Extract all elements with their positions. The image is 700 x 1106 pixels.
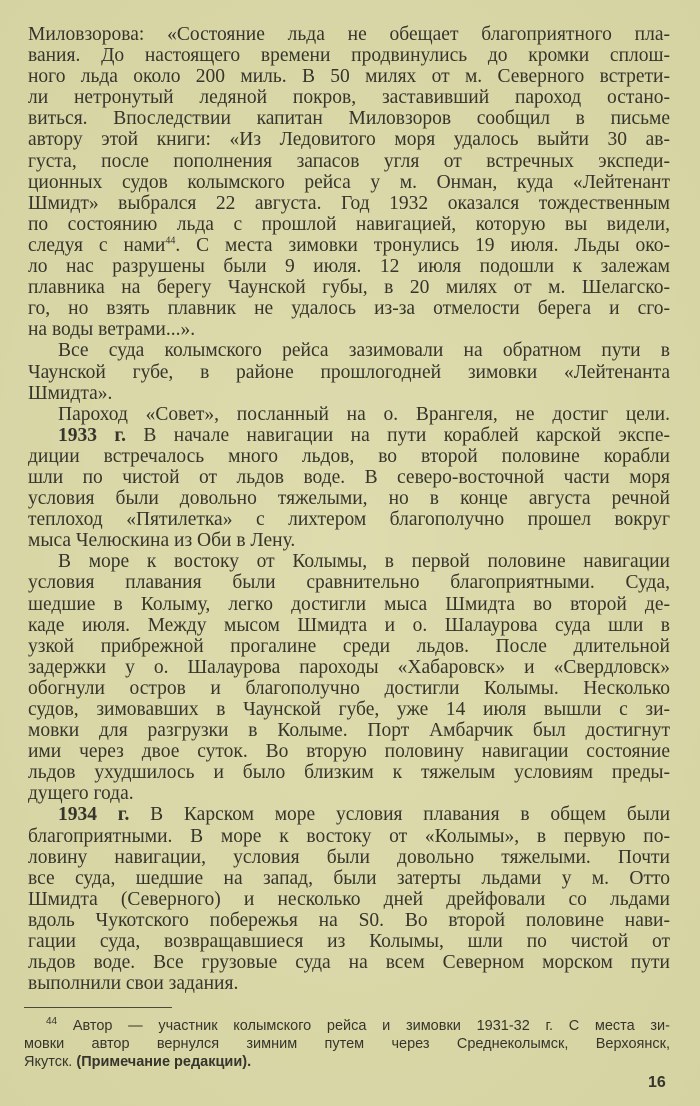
text-line <box>28 847 670 868</box>
line-text: узкой прибрежной прогалине среди льдов. После длительной <box>28 635 670 657</box>
text-line <box>28 87 670 108</box>
line-text: Шмидта (Северного) и несколько дней дрейфовали со льдами <box>28 888 670 910</box>
text-line <box>28 826 670 847</box>
text-line <box>28 129 670 150</box>
text-line <box>28 868 670 889</box>
text-line <box>28 298 670 319</box>
text-line <box>28 741 670 762</box>
line-text: Шмидта». <box>28 382 113 404</box>
line-text: льдов ухудшилось и было близким к тяжелым условиям преды- <box>28 762 670 784</box>
line-text: дущего года. <box>28 783 134 805</box>
text-line <box>28 889 670 910</box>
line-text: все суда, шедшие на запад, были затерты льдами у м. Отто <box>28 867 670 889</box>
line-text: В Карском море условия плавания в общем были <box>129 804 671 826</box>
text-line <box>28 594 670 615</box>
line-text: благоприятными. В море к востоку от «Колымы», в первую по- <box>28 825 670 847</box>
line-text: В море к востоку от Колымы, в первой половине навигации <box>58 551 670 573</box>
footnote-mark: 44 <box>46 1016 58 1028</box>
line-text: вдоль Чукотского побережья на S0. Во второй половине нави- <box>28 909 670 931</box>
paragraph <box>28 804 670 994</box>
line-text: каде июля. Между мысом Шмидта и о. Шалаурова суда шли в <box>28 614 670 636</box>
year-heading: 1933 г. <box>58 424 126 446</box>
paragraph <box>28 24 670 340</box>
text-line <box>28 151 670 172</box>
text-line <box>28 467 670 488</box>
text-line <box>28 488 670 509</box>
line-text: ими через двое суток. Во вторую половину навигации состояние <box>28 741 670 763</box>
text-line <box>28 256 670 277</box>
footnote-line <box>24 1053 670 1071</box>
footnote-line <box>24 1017 670 1035</box>
line-text: Все суда колымского рейса зазимовали на обратном пути в <box>58 340 670 362</box>
text-line <box>28 615 670 636</box>
line-text: ли нетронутый ледяной покров, заставивший пароход остано- <box>28 87 670 109</box>
line-text: Шмидт» выбрался 22 августа. Год 1932 оказался тождественным <box>28 192 670 214</box>
line-text: мыса Челюскина из Оби в Лену. <box>28 530 296 552</box>
page-number: 16 <box>648 1074 666 1091</box>
text-line <box>28 214 670 235</box>
paragraph <box>28 340 670 403</box>
text-line <box>28 172 670 193</box>
paragraph <box>28 551 670 804</box>
line-text: условия были довольно тяжелыми, но в конце августа речной <box>28 488 670 510</box>
line-text: Чаунской губе, в районе прошлогодней зимовки «Лейтенанта <box>28 361 670 383</box>
line-text: густа, после пополнения запасов угля от встречных экспеди- <box>28 150 670 172</box>
line-text: обогнули остров и благополучно достигли Колымы. Несколько <box>28 677 670 699</box>
text-line <box>28 572 670 593</box>
line-text: . С места зимовки тронулись 19 июля. Льды око- <box>175 234 670 256</box>
line-text: виться. Впоследствии капитан Миловзоров сообщил в письме <box>28 108 670 130</box>
text-line <box>28 319 670 340</box>
line-text: Миловзорова: «Состояние льда не обещает благоприятного пла- <box>28 24 670 45</box>
text-line <box>28 383 670 404</box>
line-text: выполнили свои задания. <box>28 973 239 995</box>
text-line <box>28 277 670 298</box>
line-text: шедшие в Колыму, легко достигли мыса Шмидта во второй де- <box>28 593 670 615</box>
paragraph <box>28 404 670 425</box>
line-text: ловину навигации, условия были довольно тяжелыми. Почти <box>28 846 670 868</box>
text-line <box>28 340 670 361</box>
text-line <box>28 446 670 467</box>
text-line <box>28 678 670 699</box>
editor-note: (Примечание редакции). <box>76 1054 252 1070</box>
text-line <box>28 973 670 994</box>
line-text: льдов воде. Все грузовые суда на всем Северном морском пути <box>28 952 670 974</box>
text-line <box>28 362 670 383</box>
line-text: судов, зимовавших в Чаунской губе, уже 14 июля вышли с зи- <box>28 699 670 720</box>
line-text: плавника на берегу Чаунской губы, в 20 милях от м. Шелагско- <box>28 277 670 299</box>
footnote-text: мовки автор вернулся зимним путем через Среднеколымск, Верхоянск, <box>24 1036 670 1052</box>
text-line <box>28 425 670 446</box>
line-text: В начале навигации на пути кораблей карской экспе- <box>125 424 670 446</box>
text-line <box>28 952 670 973</box>
text-line <box>28 235 670 256</box>
main-text <box>28 24 670 994</box>
line-text: условия плавания были сравнительно благоприятными. Суда, <box>28 572 670 594</box>
footnote-text: Автор — участник колымского рейса и зимовки 1931-32 г. С места зи- <box>57 1018 670 1034</box>
text-line <box>28 720 670 741</box>
line-text: вания. До настоящего времени продвинулись до кромки сплош- <box>28 45 670 67</box>
text-line <box>28 699 670 720</box>
text-line <box>28 509 670 530</box>
line-text: ло нас разрушены были 9 июля. 12 июля подошли к залежам <box>28 256 670 278</box>
line-text: шли по чистой от льдов воде. В северо-восточной части моря <box>28 466 670 488</box>
paragraph <box>28 425 670 552</box>
text-line <box>28 931 670 952</box>
footnote-ref: 44 <box>165 235 176 247</box>
line-text: по состоянию льда с прошлой навигацией, которую вы видели, <box>28 213 670 235</box>
text-line <box>28 783 670 804</box>
line-text: следуя с нами <box>28 234 166 256</box>
line-text: Пароход «Совет», посланный на о. Врангеля, не достиг цели. <box>58 403 670 425</box>
line-text: теплоход «Пятилетка» с лихтером благополучно прошел вокруг <box>28 509 670 531</box>
text-line <box>28 762 670 783</box>
text-line <box>28 66 670 87</box>
line-text: задержки у о. Шалаурова пароходы «Хабаровск» и «Свердловск» <box>28 656 670 678</box>
text-line <box>28 404 670 425</box>
text-line <box>28 657 670 678</box>
text-line <box>28 530 670 551</box>
text-line <box>28 804 670 825</box>
text-line <box>28 24 670 45</box>
text-line <box>28 636 670 657</box>
text-line <box>28 910 670 931</box>
text-line <box>28 193 670 214</box>
line-text: автору этой книги: «Из Ледовитого моря удалось выйти 30 ав- <box>28 129 670 151</box>
footnote-separator <box>24 1007 172 1008</box>
footnote-line <box>24 1035 670 1053</box>
footnote-text: Якутск. <box>24 1054 77 1070</box>
text-line <box>28 551 670 572</box>
year-heading: 1934 г. <box>58 804 130 826</box>
line-text: ционных судов колымского рейса у м. Онман, куда «Лейтенант <box>28 171 670 193</box>
text-line <box>28 108 670 129</box>
line-text: на воды ветрами...». <box>28 319 196 341</box>
line-text: го, но взять плавник не удалось из-за отмелости берега и сго- <box>28 298 670 320</box>
line-text: ного льда около 200 миль. В 50 милях от м. Северного встрети- <box>28 66 670 88</box>
line-text: диции встречалось много льдов, во второй половине корабли <box>28 445 670 467</box>
line-text: мовки для разгрузки в Колыме. Порт Амбарчик был достигнут <box>28 720 670 742</box>
line-text: гации суда, возвращавшиеся из Колымы, шли по чистой от <box>28 931 670 953</box>
text-line <box>28 45 670 66</box>
footnote <box>24 1017 670 1071</box>
